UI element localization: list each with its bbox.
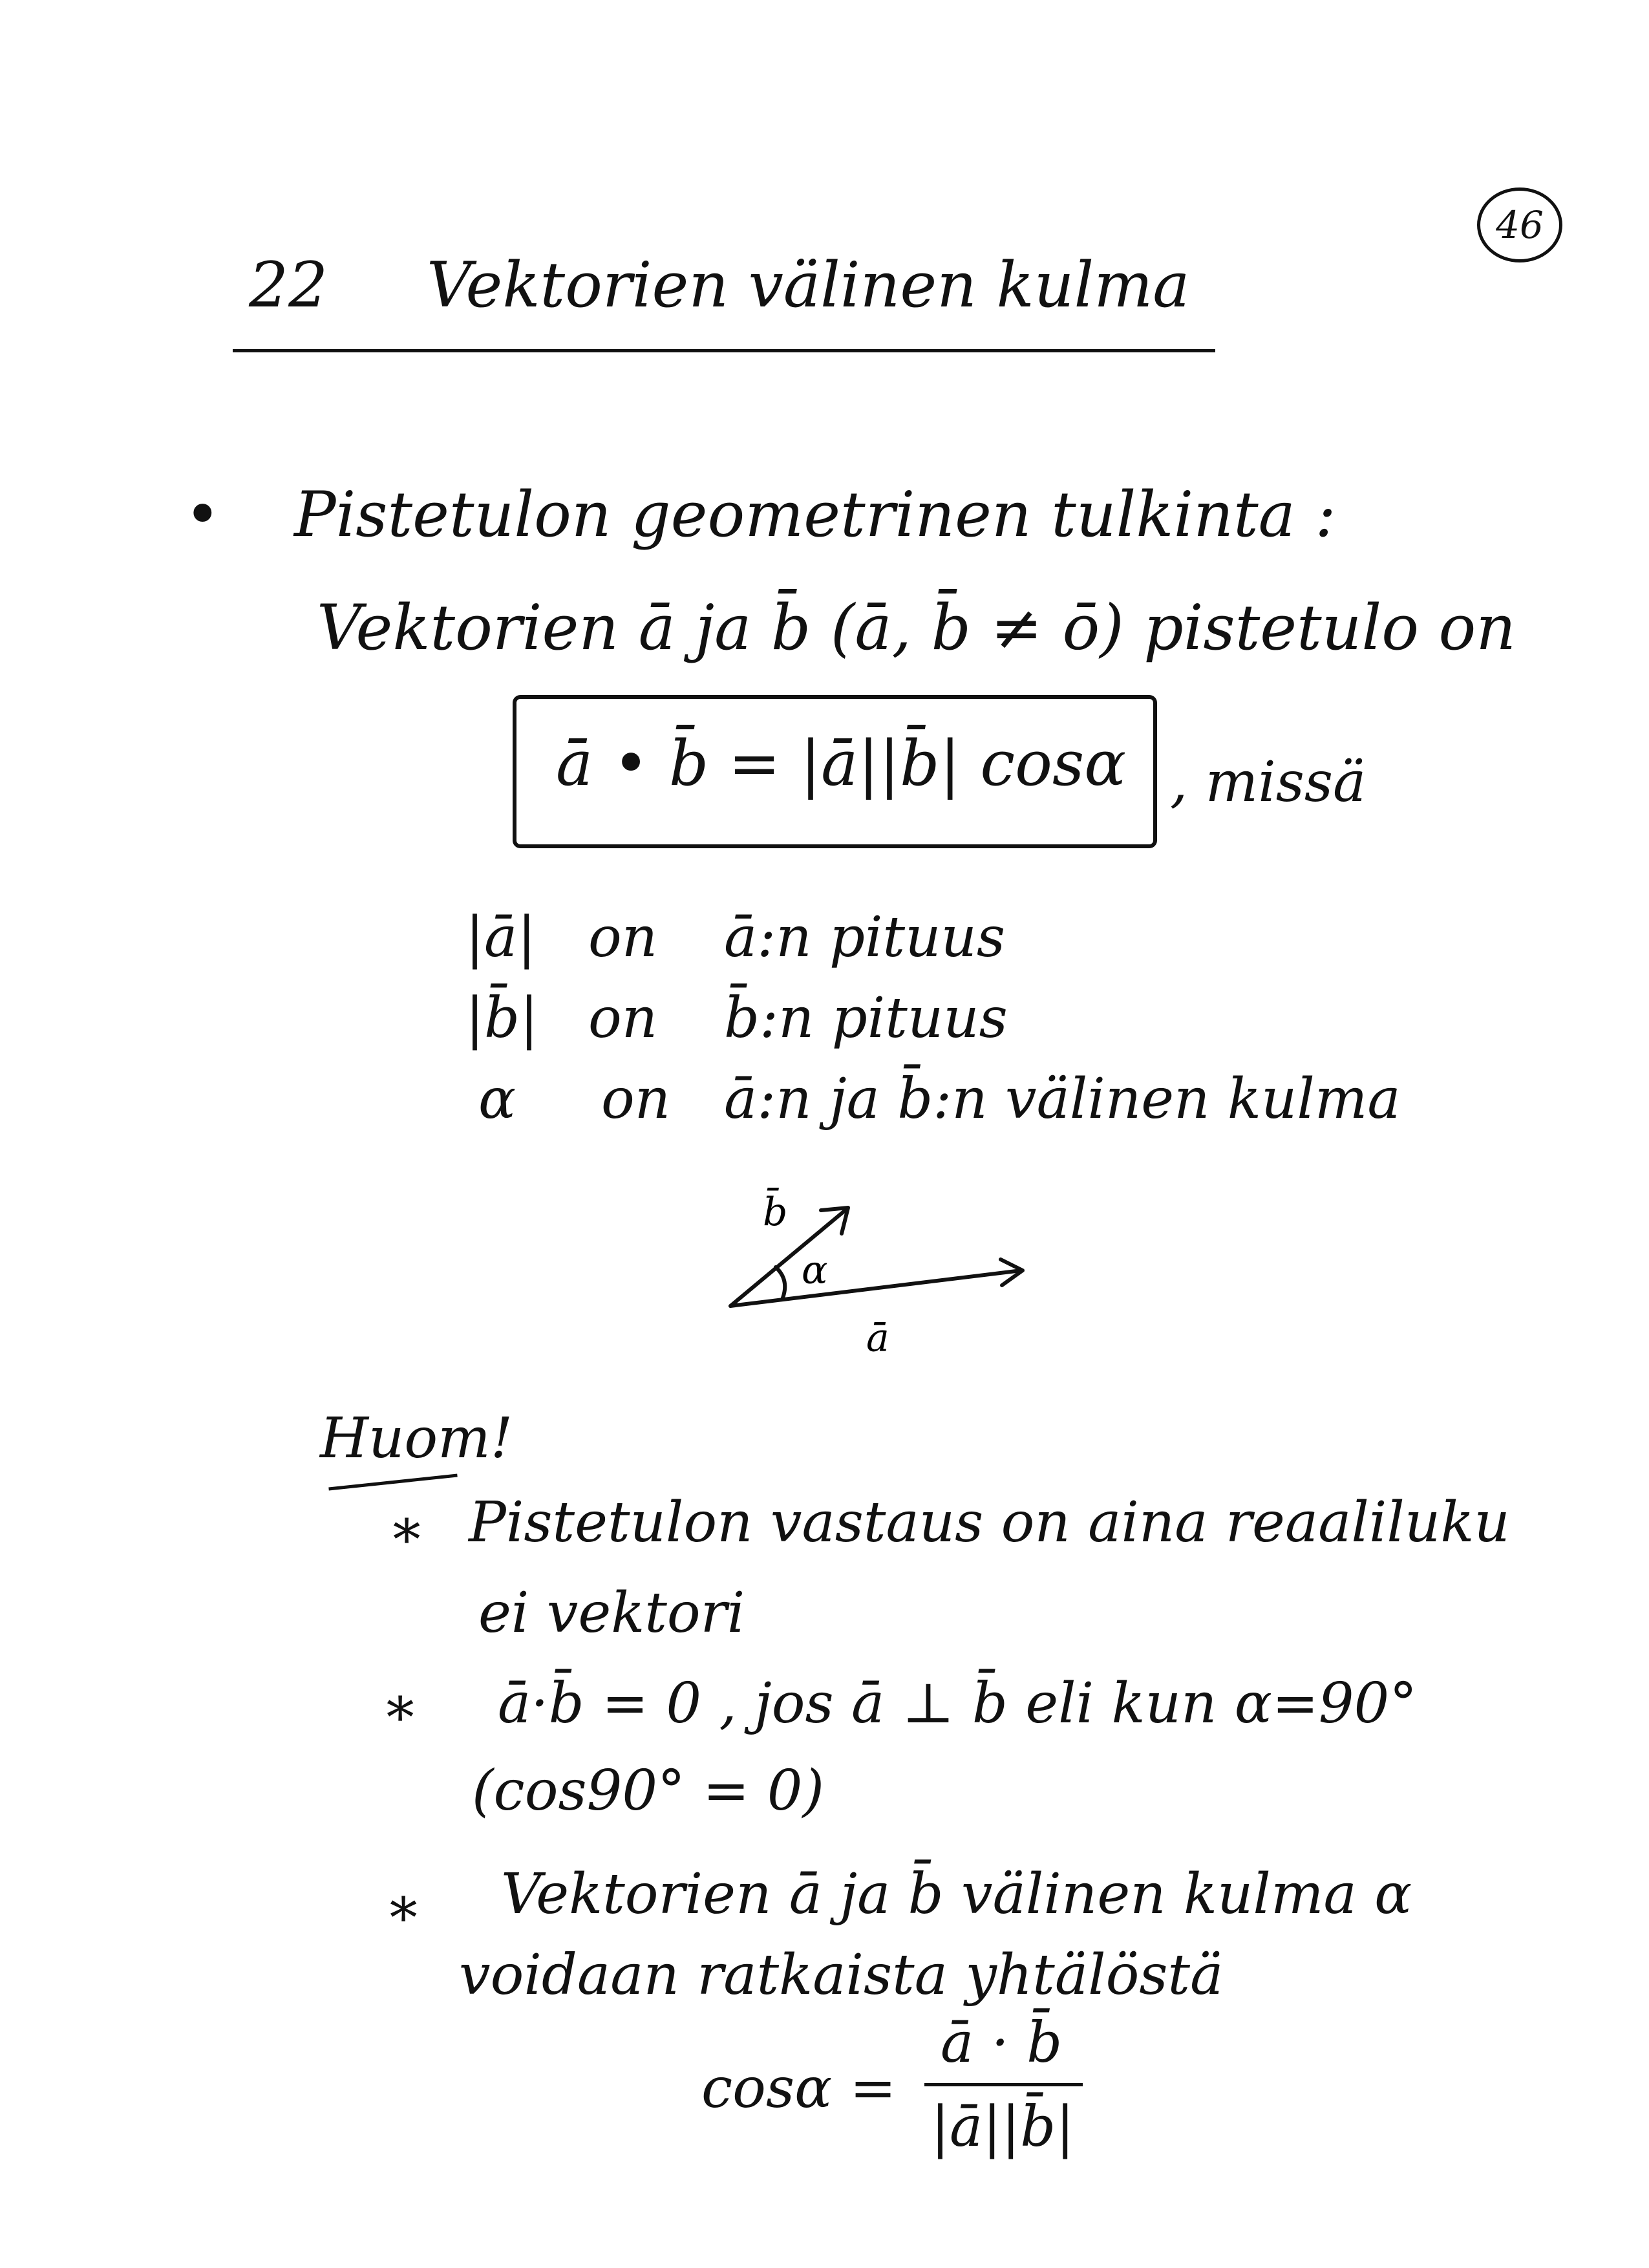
note-line: Pistetulon vastaus on aina reaaliluku: [469, 1490, 1510, 1555]
vector-angle-diagram: [698, 1177, 1060, 1371]
definition-text: ā:n ja b̄:n välinen kulma: [724, 1067, 1401, 1131]
definition-word: on: [601, 1067, 671, 1131]
note-star: ∗: [381, 1674, 420, 1739]
fraction-bar: [924, 2083, 1083, 2086]
page-number: 46: [1477, 187, 1562, 262]
section-heading: Pistetulon geometrinen tulkinta :: [294, 478, 1336, 551]
equation-lhs: cosα =: [701, 2056, 897, 2121]
bullet: •: [184, 478, 221, 551]
definition-symbol: |ā|: [465, 905, 537, 970]
note-star: ∗: [388, 1497, 426, 1561]
note-line: ei vektori: [478, 1581, 745, 1645]
definition-word: on: [588, 905, 658, 970]
angle-arc: [776, 1267, 785, 1300]
dot-product-formula: ā • b̄ = |ā||b̄| cosα: [556, 727, 1127, 800]
vector-a-arrow: [730, 1270, 1021, 1306]
equation-denominator: |ā||b̄|: [931, 2095, 1075, 2159]
formula-suffix: , missä: [1170, 750, 1367, 815]
definition-symbol: |b̄|: [465, 986, 539, 1051]
note-line: voidaan ratkaista yhtälöstä: [459, 1943, 1224, 2007]
note-star: ∗: [385, 1875, 423, 1940]
equation-numerator: ā · b̄: [941, 2011, 1063, 2075]
note-line: (cos90° = 0): [472, 1759, 825, 1823]
page-title: Vektorien välinen kulma: [427, 249, 1190, 321]
label-alpha: α: [802, 1248, 828, 1293]
title-underline: [233, 349, 1215, 352]
vector-b-arrow: [730, 1209, 847, 1306]
title-number: 22: [249, 249, 328, 321]
label-b: b̄: [763, 1190, 788, 1235]
definition-text: ā:n pituus: [724, 905, 1005, 970]
label-a: ā: [866, 1316, 889, 1361]
note-underline: [328, 1474, 457, 1491]
definition-symbol: α: [478, 1067, 516, 1131]
section-intro: Vektorien ā ja b̄ (ā, b̄ ≠ ō) pistetulo on: [317, 592, 1516, 664]
note-line: Vektorien ā ja b̄ välinen kulma α: [501, 1862, 1412, 1927]
note-line: ā·b̄ = 0 , jos ā ⊥ b̄ eli kun α=90°: [498, 1671, 1418, 1736]
definition-word: on: [588, 986, 658, 1051]
note-label: Huom!: [320, 1406, 513, 1471]
definition-text: b̄:n pituus: [724, 986, 1008, 1051]
